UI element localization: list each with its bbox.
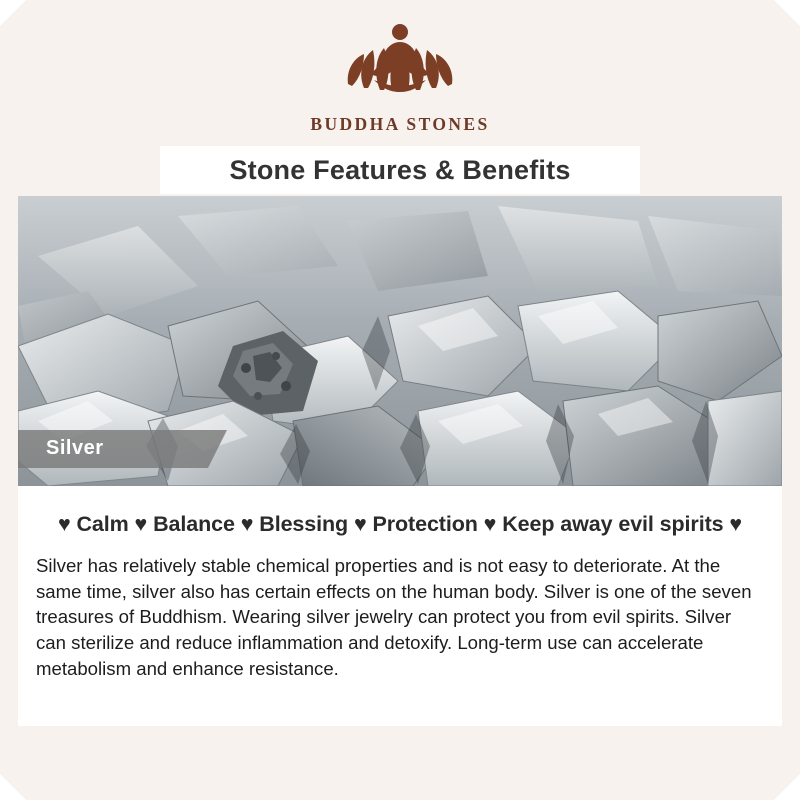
page-corner-bottom-left [0, 774, 26, 800]
content-panel [18, 486, 782, 726]
page-corner-bottom-right [774, 774, 800, 800]
header [0, 0, 800, 196]
page-corner-top-left [0, 0, 26, 26]
stone-name: Silver [46, 437, 104, 459]
page-title: Stone Features & Benefits [229, 154, 571, 185]
brand-name: BUDDHA STONES [310, 114, 490, 134]
lotus-meditation-figure-icon [330, 18, 470, 110]
hero-label [18, 430, 208, 468]
page-corner-top-right [774, 0, 800, 26]
hero-image [18, 196, 782, 486]
benefits-line: ♥ Calm ♥ Balance ♥ Blessing ♥ Protection ♥ Keep away evil spirits ♥ [57, 512, 743, 536]
title-band [160, 146, 640, 194]
brand-logo [0, 18, 800, 135]
description-text: Silver has relatively stable chemical properties and is not easy to deteriorate. At the same time, silver also has certain effects on the human body. Silver is one of the seven treasures of Buddhism. Wearing silver jewelry can protect you from evil spirits. Silver can sterilize and reduce inflammation and detoxify. Long-term use can accelerate metabolism and enhance resistance. [36, 555, 752, 679]
footer-spacer [0, 766, 800, 800]
